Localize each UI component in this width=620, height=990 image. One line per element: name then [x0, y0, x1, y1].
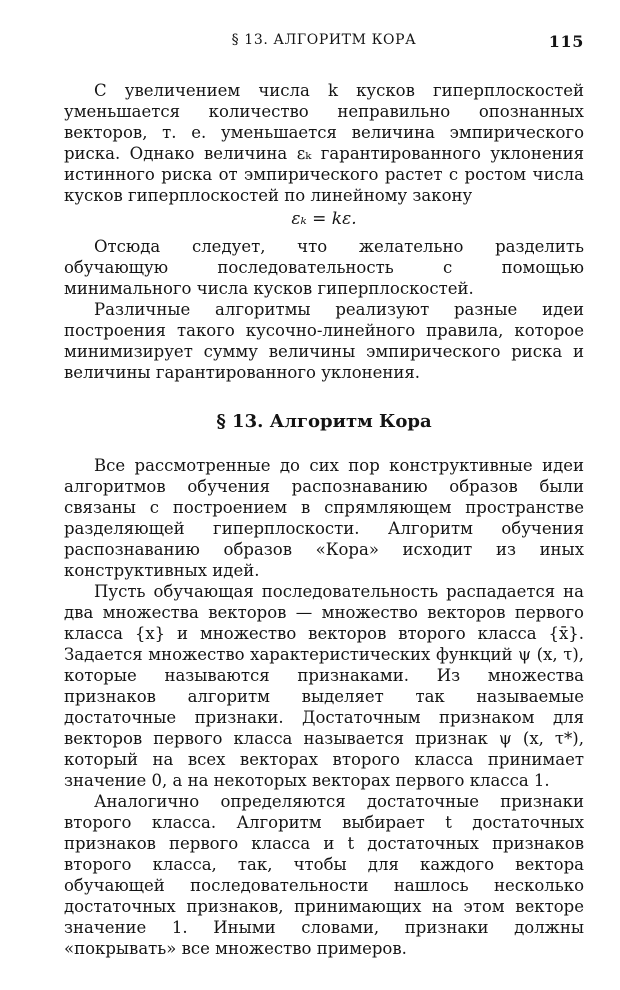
formula: εₖ = kε. — [291, 209, 357, 229]
section-heading: § 13. Алгоритм Кора — [216, 411, 432, 432]
paragraph-2: Отсюда следует, что желательно разделить обучающую последовательность с помощью минимального числа кусков гиперплоскостей. — [64, 237, 584, 298]
paragraph-4: Все рассмотренные до сих пор конструктивные идеи алгоритмов обучения распознаванию образов были связаны с построением в спрямляющем пространстве разделяющей гиперплоскости. Алгоритм обучения распознаванию образов «Кора» исходит из иных конструктивных идей. — [64, 456, 584, 580]
page-content — [64, 80, 584, 959]
running-head — [64, 28, 584, 52]
paragraph-1: С увеличением числа k кусков гиперплоскостей уменьшается количество неправильно опознанных векторов, т. е. уменьшается величина эмпирического риска. Однако величина εₖ гарантированного уклонения истинного риска от эмпирического растет с ростом числа кусков гиперплоскостей по линейному закону — [64, 81, 584, 205]
running-title: § 13. АЛГОРИТМ КОРА — [231, 32, 417, 48]
page-number: 115 — [548, 32, 584, 51]
book-page — [64, 28, 584, 959]
paragraph-5: Пусть обучающая последовательность распадается на два множества векторов — множество векторов первого класса {x} и множество векторов второго класса {x̄}. Задается множество характеристических функций ψ (x, τ), которые называются признаками. Из множества признаков алгоритм выделяет так называемые достаточные признаки. Достаточным признаком для векторов первого класса называется признак ψ (x, τ*), который на всех векторах второго класса принимает значение 0, а на некоторых векторах первого класса 1. — [64, 582, 584, 790]
paragraph-3: Различные алгоритмы реализуют разные идеи построения такого кусочно-линейного правила, которое минимизирует сумму величины эмпирического риска и величины гарантированного уклонения. — [64, 300, 584, 382]
paragraph-6: Аналогично определяются достаточные признаки второго класса. Алгоритм выбирает t достаточных признаков первого класса и t достаточных признаков второго класса, так, чтобы для каждого вектора обучающей последовательности нашлось несколько достаточных признаков, принимающих на этом векторе значение 1. Иными словами, признаки должны «покрывать» все множество примеров. — [64, 792, 584, 958]
